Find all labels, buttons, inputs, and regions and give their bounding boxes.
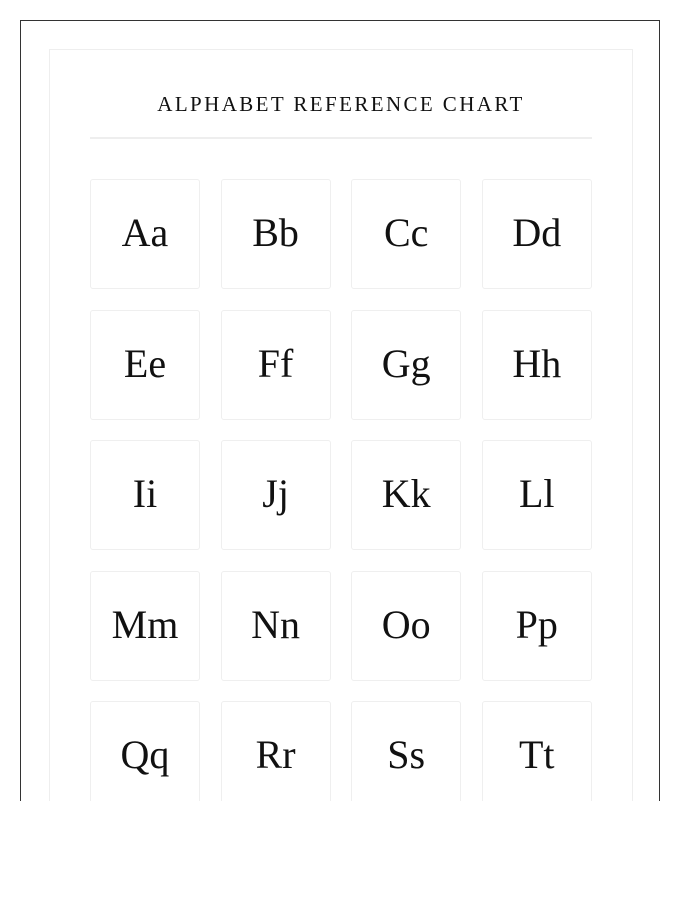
letter-card-b — [221, 179, 331, 289]
letter-label: Cc — [383, 210, 429, 255]
letter-card-j — [221, 440, 331, 550]
letter-card-h — [482, 310, 592, 420]
letter-card-s — [351, 701, 461, 801]
letter-label: Nn — [251, 601, 301, 647]
chart-panel — [49, 49, 633, 801]
letter-label: Ff — [257, 340, 294, 386]
letter-card-o — [351, 571, 461, 681]
letter-card-i — [90, 440, 200, 550]
letter-card-c — [351, 179, 461, 289]
letter-label: Tt — [519, 732, 555, 778]
letter-label: Dd — [512, 210, 562, 255]
letter-grid — [90, 179, 592, 801]
letter-label: Gg — [381, 340, 431, 386]
letter-label: Pp — [515, 601, 558, 647]
letter-label: Ss — [387, 732, 426, 778]
letter-label: Aa — [121, 210, 169, 255]
letter-card-d — [482, 179, 592, 289]
letter-card-n — [221, 571, 331, 681]
letter-label: Qq — [120, 732, 170, 778]
letter-label: Ii — [132, 471, 158, 517]
letter-label: Bb — [252, 210, 299, 255]
letter-card-a — [90, 179, 200, 289]
letter-card-e — [90, 310, 200, 420]
letter-card-l — [482, 440, 592, 550]
letter-card-m — [90, 571, 200, 681]
letter-label: Kk — [381, 471, 431, 517]
letter-card-k — [351, 440, 461, 550]
letter-label: Ll — [519, 471, 555, 517]
letter-label: Ee — [123, 340, 167, 386]
title-divider — [90, 137, 592, 139]
letter-label: Rr — [255, 732, 296, 778]
letter-card-r — [221, 701, 331, 801]
outer-frame — [20, 20, 660, 801]
letter-card-q — [90, 701, 200, 801]
letter-card-t — [482, 701, 592, 801]
page-title: ALPHABET REFERENCE CHART — [157, 92, 525, 116]
letter-label: Mm — [111, 601, 179, 647]
letter-label: Jj — [262, 471, 289, 517]
letter-card-g — [351, 310, 461, 420]
letter-label: Hh — [512, 340, 562, 386]
letter-card-p — [482, 571, 592, 681]
letter-card-f — [221, 310, 331, 420]
letter-label: Oo — [381, 601, 431, 647]
